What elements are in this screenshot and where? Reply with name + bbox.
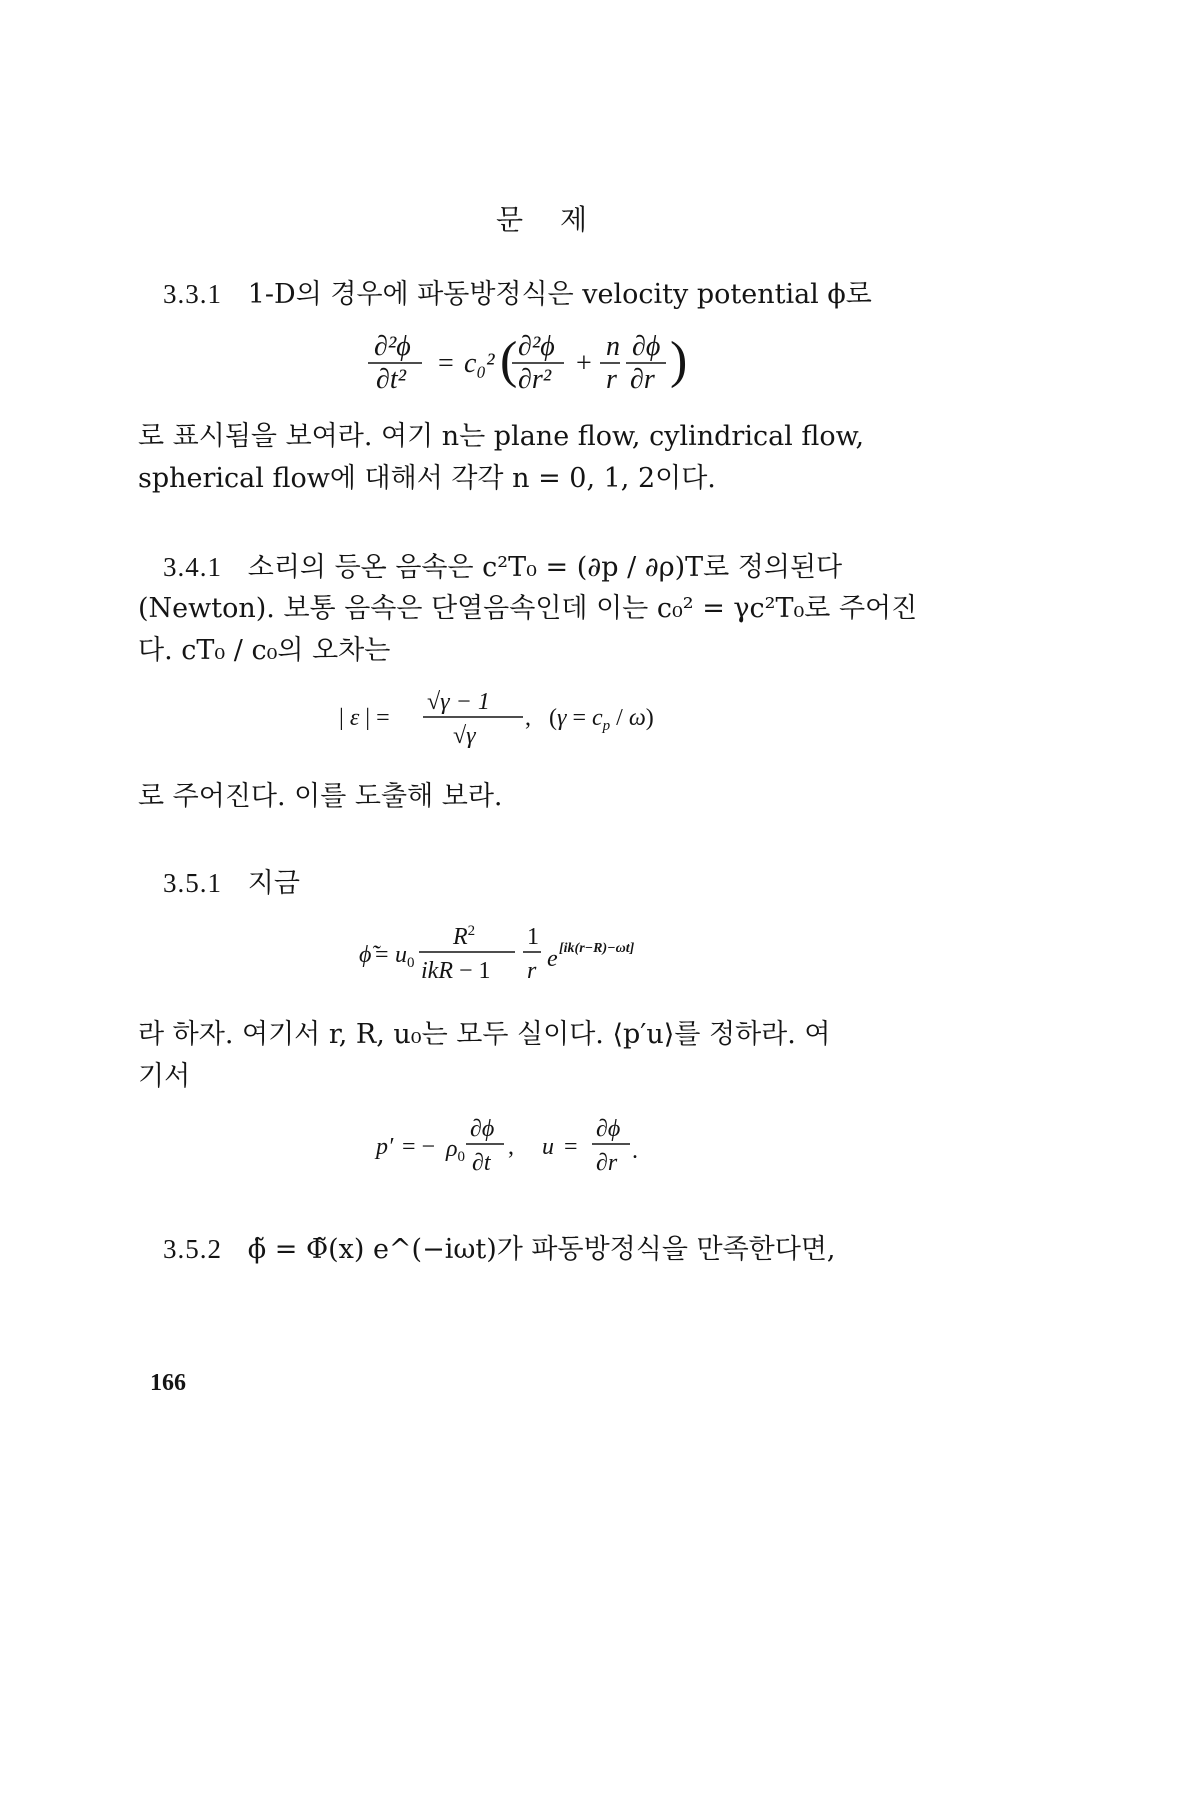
svg-text:∂²ϕ: ∂²ϕ xyxy=(518,331,555,362)
potential-equation xyxy=(355,920,715,990)
page-number: 166 xyxy=(150,1370,186,1396)
pressure-velocity-equation xyxy=(372,1112,692,1182)
problem-3-5-2-header xyxy=(163,1232,835,1267)
svg-text:.: . xyxy=(632,1138,638,1164)
svg-text:u: u xyxy=(542,1134,554,1160)
svg-text:p′: p′ xyxy=(376,1134,394,1160)
problem-number: 3.4.1 xyxy=(163,552,222,582)
svg-text:): ) xyxy=(670,332,688,389)
problem-number: 3.5.2 xyxy=(163,1234,222,1264)
svg-text:+: + xyxy=(576,348,592,379)
svg-text:= −: = − xyxy=(402,1134,436,1160)
error-equation xyxy=(335,685,735,755)
svg-text:∂ϕ: ∂ϕ xyxy=(470,1116,495,1142)
svg-text:∂r: ∂r xyxy=(596,1150,618,1176)
problem-intro: 1-D의 경우에 파동방정식은 velocity potential ϕ로 xyxy=(247,279,872,310)
svg-text:| ε | =: | ε | = xyxy=(339,705,390,731)
problem-3-4-1-line-2: (Newton). 보통 음속은 단열음속인데 이는 c₀² = γc²T₀로 주어진 xyxy=(138,593,918,624)
svg-text:R2: $R^2$ xyxy=(453,923,476,950)
svg-text:(: ( xyxy=(500,332,518,389)
problem-number: 3.3.1 xyxy=(163,279,222,309)
svg-text:=: = xyxy=(564,1134,578,1160)
problem-intro: ϕ̃ = Φ̃(x) e^(−iωt)가 파동방정식을 만족한다면, xyxy=(247,1234,836,1265)
svg-text:∂r: ∂r xyxy=(630,364,655,395)
svg-text:ϕ̃: ϕ̃ xyxy=(359,942,372,968)
svg-text:,: , xyxy=(508,1134,514,1160)
svg-text:=: = xyxy=(438,348,454,379)
problem-3-4-1-header xyxy=(163,550,842,585)
problem-3-4-1-after: 로 주어진다. 이를 도출해 보라. xyxy=(138,781,503,812)
svg-text:(γ = cp / ω): $(\gamma = c_p / \omega)$ xyxy=(549,705,654,734)
problem-intro: 지금 xyxy=(247,868,300,899)
problem-3-4-1-line-3: 다. cT₀ / c₀의 오차는 xyxy=(138,635,391,666)
svg-text:∂t²: ∂t² xyxy=(376,364,407,395)
svg-text:∂²ϕ: ∂²ϕ xyxy=(374,331,411,362)
svg-text:∂ϕ: ∂ϕ xyxy=(596,1116,621,1142)
svg-text:n: n xyxy=(606,331,620,362)
svg-text:ρ0: $\rho_0$ xyxy=(446,1136,466,1165)
problem-3-3-1-line-1: 로 표시됨을 보여라. 여기 n는 plane flow, cylindrical flow, xyxy=(138,421,865,452)
svg-text:1: 1 xyxy=(527,924,539,950)
svg-text:∂t: ∂t xyxy=(472,1150,491,1176)
wave-equation xyxy=(360,330,720,402)
svg-text:[ik(r−R)−ωt]: [ik(r−R)−ωt] xyxy=(559,941,635,956)
svg-text:∂ϕ: ∂ϕ xyxy=(632,331,661,362)
problem-3-3-1-line-2: spherical flow에 대해서 각각 n = 0, 1, 2이다. xyxy=(138,463,716,494)
svg-text:r: r xyxy=(606,364,617,395)
problem-line: 소리의 등온 음속은 c²T₀ = (∂p / ∂ρ)T로 정의된다 xyxy=(247,552,843,583)
section-heading: 문 제 xyxy=(496,203,601,236)
problem-3-5-1-line-2: 기서 xyxy=(138,1061,191,1092)
svg-text:√γ: √γ xyxy=(453,723,476,749)
svg-text:∂r²: ∂r² xyxy=(518,364,552,395)
svg-text:e: e xyxy=(547,946,558,972)
problem-3-3-1-header xyxy=(163,277,872,312)
svg-text:=: = xyxy=(375,942,389,968)
svg-text:c₀²: c₀² xyxy=(464,348,495,379)
problem-3-5-1-line-1: 라 하자. 여기서 r, R, u₀는 모두 실이다. ⟨p′u⟩를 정하라. 여 xyxy=(138,1019,831,1050)
svg-text:√γ − 1: √γ − 1 xyxy=(427,689,490,715)
svg-text:r: r xyxy=(527,958,537,984)
svg-text:ikR − 1: ikR − 1 xyxy=(421,958,491,984)
svg-text:u0: $u_0$ xyxy=(395,942,415,971)
problem-number: 3.5.1 xyxy=(163,868,222,898)
problem-3-5-1-header xyxy=(163,866,300,901)
svg-text:,: , xyxy=(525,705,531,731)
